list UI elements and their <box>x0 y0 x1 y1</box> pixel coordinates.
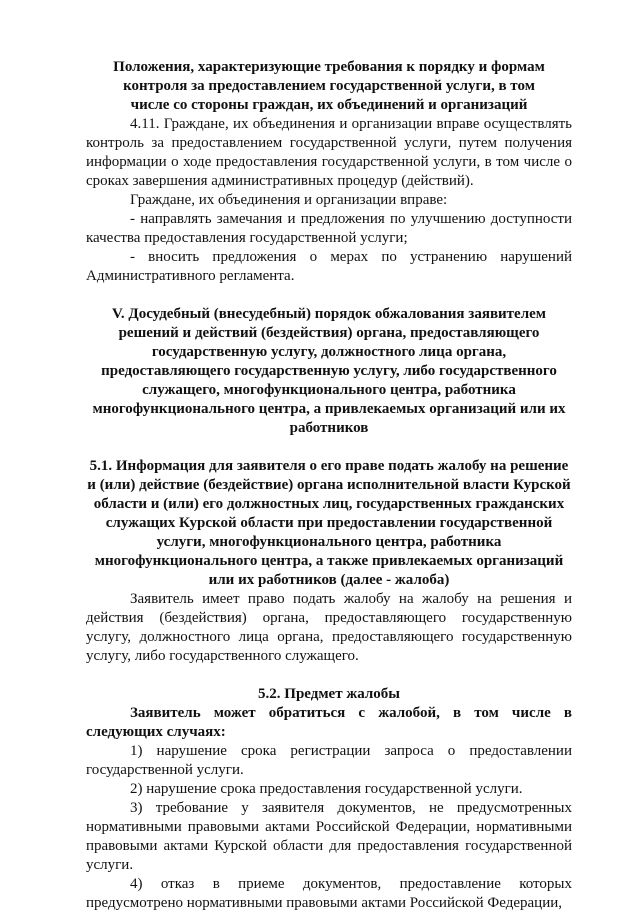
paragraph-4-11: 4.11. Граждане, их объединения и организации вправе осуществлять контроль за предоставлением государственной услуги, путем получения информации о ходе предоставления государственной услуги, в том числе о сроках завершения административных процедур (действий). <box>86 116 572 189</box>
document-content <box>86 58 572 913</box>
paragraph-case-1: 1) нарушение срока регистрации запроса о предоставлении государственной услуги. <box>86 743 572 778</box>
paragraph-right-2: - вносить предложения о мерах по устранению нарушений Административного регламента. <box>86 249 572 284</box>
paragraph-5-2-intro: Заявитель может обратиться с жалобой, в том числе в следующих случаях: <box>86 705 572 740</box>
heading-section-v: V. Досудебный (внесудебный) порядок обжалования заявителем решений и действий (бездействия) органа, предоставляющего государственную услугу, должностного лица органа, предоставляющего государственную услугу, либо государственного служащего, многофункционального центра, работника многофункционального центра, а привлекаемых организаций или их работников <box>92 306 566 436</box>
heading-5-1: 5.1. Информация для заявителя о его праве подать жалобу на решение и (или) действие (бездействие) органа исполнительной власти Курской области и (или) его должностных лиц, государственных гражданских служащих Курской области при предоставлении государственной услуги, многофункционального центра, работника многофункционального центра, а также привлекаемых организаций или их работников (далее - жалоба) <box>87 458 571 588</box>
paragraph-rights-intro: Граждане, их объединения и организации вправе: <box>130 192 448 208</box>
paragraph-case-2: 2) нарушение срока предоставления государственной услуги. <box>130 781 523 797</box>
paragraph-5-1: Заявитель имеет право подать жалобу на жалобу на решения и действия (бездействия) органа, предоставляющего государственную услугу, должностного лица органа, предоставляющего государственную услугу, либо государственного служащего. <box>86 591 572 664</box>
heading-5-2: 5.2. Предмет жалобы <box>258 686 400 702</box>
heading-control-provisions: Положения, характеризующие требования к порядку и формам контроля за предоставлением государственной услуги, в том числе со стороны граждан, их объединений и организаций <box>113 59 545 113</box>
paragraph-right-1: - направлять замечания и предложения по улучшению доступности качества предоставления государственной услуги; <box>86 211 572 246</box>
paragraph-case-3: 3) требование у заявителя документов, не предусмотренных нормативными правовыми актами Российской Федерации, нормативными правовыми актами Курской области для предоставления государственной услуги. <box>86 800 572 873</box>
paragraph-case-4: 4) отказ в приеме документов, предоставление которых предусмотрено нормативными правовыми актами Российской Федерации, <box>86 876 572 911</box>
